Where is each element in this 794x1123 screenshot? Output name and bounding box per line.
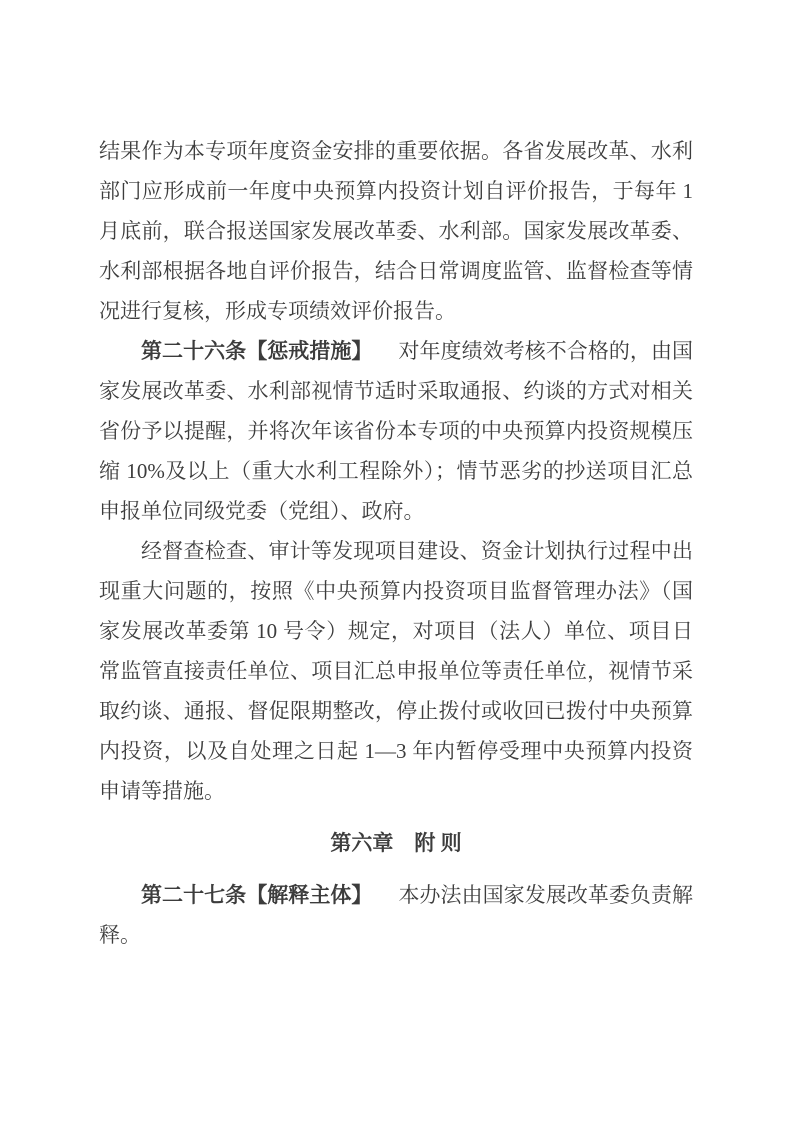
paragraph-article-27 [99,875,693,955]
paragraph-text: 经督查检查、审计等发现项目建设、资金计划执行过程中出现重大问题的，按照《中央预算内投资项目监督管理办法》（国家发展改革委第 10 号令）规定，对项目（法人）单位、项目日常监管直接责任单位、项目汇总申报单位等责任单位，视情节采取约谈、通报、督促限期整改，停止拨付或收回已拨付中央预算内投资，以及自处理之日起 1—3 年内暂停受理中央预算内投资申请等措施。 [99,539,693,803]
paragraph-article-26 [99,331,693,531]
paragraph-supervision-measures [99,531,693,811]
paragraph-performance-evaluation [99,131,693,331]
chapter-heading: 第六章 附 则 [330,831,462,855]
paragraph-text: 结果作为本专项年度资金安排的重要依据。各省发展改革、水利部门应形成前一年度中央预算内投资计划自评价报告，于每年 1 月底前，联合报送国家发展改革委、水利部。国家发展改革委、水利部根据各地自评价报告，结合日常调度监管、监督检查等情况进行复核，形成专项绩效评价报告。 [99,139,693,323]
article-26-heading: 第二十六条【惩戒措施】 [141,339,373,363]
paragraph-text: 对年度绩效考核不合格的，由国家发展改革委、水利部视情节适时采取通报、约谈的方式对相关省份予以提醒，并将次年该省份本专项的中央预算内投资规模压缩 10%及以上（重大水利工程除外）；情节恶劣的抄送项目汇总申报单位同级党委（党组）、政府。 [99,339,694,523]
article-27-heading: 第二十七条【解释主体】 [141,883,373,907]
paragraph-text: 本办法由国家发展改革委负责解释。 [99,883,694,947]
